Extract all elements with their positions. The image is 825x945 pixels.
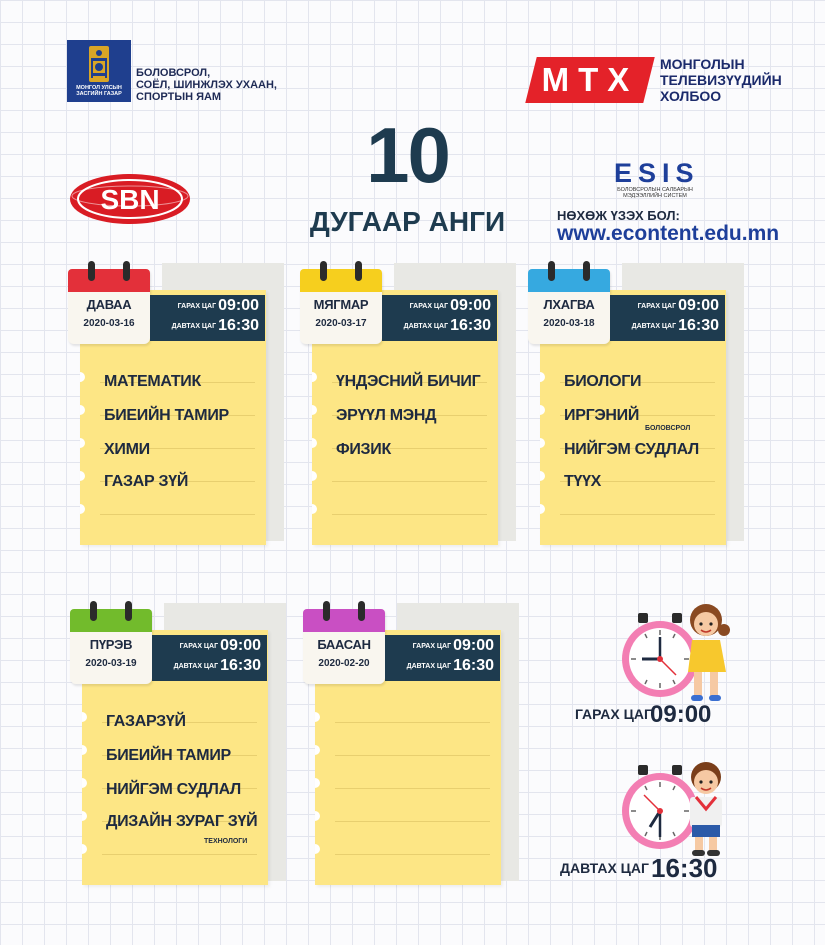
mtx-name-line: ХОЛБОО [660, 88, 722, 104]
legend-leave-time: 09:00 [650, 701, 712, 728]
note-rule-line [335, 788, 490, 789]
perforation-hole [540, 405, 545, 415]
girl-illustration [680, 600, 732, 705]
rerun-time: 16:30 [453, 657, 494, 674]
perforation-hole [312, 504, 317, 514]
day-name: БААСАН [317, 637, 371, 652]
binder-ring-icon [355, 261, 362, 281]
rerun-label: ДАВТАХ ЦАГ [173, 662, 219, 670]
leave-time: 09:00 [218, 297, 259, 314]
note-rule-line [335, 821, 490, 822]
rerun-label: ДАВТАХ ЦАГ [171, 322, 217, 330]
day-header [68, 269, 150, 344]
time-box [382, 295, 497, 341]
emblem-caption: МОНГОЛ УЛСЫН ЗАСГИЙН ГАЗАР [76, 85, 122, 97]
note-rule-line [335, 722, 490, 723]
esis-caption: БОЛОВСРОЛЫН САЛБАРЫН МЭДЭЭЛЛИЙН СИСТЕМ [617, 187, 693, 199]
note-rule-line [102, 854, 257, 855]
subject-item: ХИМИ [104, 441, 150, 458]
day-date: 2020-03-17 [315, 318, 367, 329]
day-date: 2020-03-19 [85, 658, 137, 669]
day-name: ЛХАГВА [543, 297, 595, 312]
perforation-hole [82, 712, 87, 722]
leave-time-row [180, 637, 261, 655]
ministry-name-line: БОЛОВСРОЛ, [136, 67, 211, 79]
binder-ring-icon [88, 261, 95, 281]
subject-item: БИОЛОГИ [564, 373, 642, 390]
rerun-label: ДАВТАХ ЦАГ [631, 322, 677, 330]
day-header [70, 609, 152, 684]
note-rule-line [332, 514, 487, 515]
day-header [300, 269, 382, 344]
note-rule-line [332, 481, 487, 482]
day-header [303, 609, 385, 684]
binder-ring-icon [320, 261, 327, 281]
legend-rerun-label: ДАВТАХ ЦАГ [560, 860, 649, 876]
time-box [610, 295, 725, 341]
subject-item: ГАЗАР ЗҮЙ [104, 473, 189, 490]
esis-logo-text: ESIS [614, 158, 700, 188]
time-box [150, 295, 265, 341]
leave-label: ГАРАХ ЦАГ [179, 642, 219, 650]
subject-item: БИЕИЙН ТАМИР [104, 407, 229, 424]
rerun-time: 16:30 [218, 317, 259, 334]
leave-label: ГАРАХ ЦАГ [177, 302, 217, 310]
leave-label: ГАРАХ ЦАГ [412, 642, 452, 650]
mtx-logo-text: МТХ [541, 61, 639, 98]
note-rule-line [335, 755, 490, 756]
leave-time-row [410, 297, 491, 315]
subject-item: БИЕИЙН ТАМИР [106, 747, 231, 764]
subject-item: ҮНДЭСНИЙ БИЧИГ [336, 373, 481, 390]
ministry-name [136, 67, 277, 103]
leave-time-row [178, 297, 259, 315]
leave-time-row [638, 297, 719, 315]
perforation-hole [315, 778, 320, 788]
legend-leave-label: ГАРАХ ЦАГ [575, 706, 652, 722]
subject-item: НИЙГЭМ СУДЛАЛ [106, 781, 241, 798]
rerun-time-row [407, 657, 494, 675]
binder-ring-icon [123, 261, 130, 281]
perforation-hole [82, 778, 87, 788]
subject-item: МАТЕМАТИК [104, 373, 201, 390]
mtx-name-line: МОНГОЛЫН [660, 56, 745, 72]
subject-item: ЭРҮҮЛ МЭНД [336, 407, 437, 424]
day-date: 2020-02-20 [318, 658, 370, 669]
binder-ring-icon [323, 601, 330, 621]
perforation-hole [80, 438, 85, 448]
leave-time: 09:00 [453, 637, 494, 654]
perforation-hole [82, 811, 87, 821]
leave-time: 09:00 [220, 637, 261, 654]
subject-note: БОЛОВСРОЛ [645, 425, 691, 432]
visit-label: НӨХӨЖ ҮЗЭХ БОЛ: [557, 208, 680, 223]
ministry-name-line: СПОРТЫН ЯАМ [136, 91, 222, 103]
day-name: МЯГМАР [313, 297, 369, 312]
day-date: 2020-03-16 [83, 318, 135, 329]
leave-label: ГАРАХ ЦАГ [637, 302, 677, 310]
note-rule-line [560, 514, 715, 515]
day-name: ДАВАА [86, 297, 132, 312]
rerun-time-row [172, 317, 259, 335]
perforation-hole [80, 471, 85, 481]
note-rule-line [335, 854, 490, 855]
esis-logo [614, 158, 700, 199]
day-header-color [70, 609, 152, 632]
grade-label: ДУГААР АНГИ [309, 206, 506, 237]
ministry-name-line: СОЁЛ, ШИНЖЛЭХ УХААН, [136, 79, 277, 91]
perforation-hole [80, 372, 85, 382]
leave-label: ГАРАХ ЦАГ [409, 302, 449, 310]
ministry-emblem [67, 40, 131, 102]
subject-item: ГАЗАРЗҮЙ [106, 713, 186, 730]
day-header [528, 269, 610, 344]
rerun-time-row [174, 657, 261, 675]
perforation-hole [540, 504, 545, 514]
perforation-hole [312, 405, 317, 415]
econtent-link[interactable]: www.econtent.edu.mn [557, 222, 780, 245]
sbn-logo-text: SBN [100, 184, 160, 215]
rerun-time: 16:30 [450, 317, 491, 334]
perforation-hole [540, 438, 545, 448]
perforation-hole [315, 712, 320, 722]
mtx-logo [525, 57, 654, 103]
day-header-color [303, 609, 385, 632]
mtx-name [660, 56, 782, 104]
subject-item: ФИЗИК [336, 441, 391, 458]
subject-note: ТЕХНОЛОГИ [204, 838, 248, 845]
day-header-color [68, 269, 150, 292]
leave-time: 09:00 [678, 297, 719, 314]
mtx-name-line: ТЕЛЕВИЗҮҮДИЙН [660, 72, 782, 88]
perforation-hole [312, 438, 317, 448]
perforation-hole [312, 471, 317, 481]
perforation-hole [82, 745, 87, 755]
day-name: ПҮРЭВ [89, 637, 133, 652]
leave-time-row [413, 637, 494, 655]
rerun-time: 16:30 [678, 317, 719, 334]
time-box [385, 635, 500, 681]
rerun-time-row [404, 317, 491, 335]
perforation-hole [82, 844, 87, 854]
binder-ring-icon [125, 601, 132, 621]
perforation-hole [80, 504, 85, 514]
perforation-hole [540, 372, 545, 382]
day-date: 2020-03-18 [543, 318, 595, 329]
perforation-hole [80, 405, 85, 415]
subject-item: НИЙГЭМ СУДЛАЛ [564, 441, 699, 458]
leave-time: 09:00 [450, 297, 491, 314]
legend-rerun-time: 16:30 [651, 853, 718, 883]
binder-ring-icon [548, 261, 555, 281]
binder-ring-icon [583, 261, 590, 281]
subject-item: ДИЗАЙН ЗУРАГ ЗҮЙ [106, 813, 258, 830]
grade-number: 10 [366, 111, 449, 199]
perforation-hole [540, 471, 545, 481]
perforation-hole [312, 372, 317, 382]
soyombo-emblem-icon [87, 46, 111, 82]
subject-item: ТҮҮХ [564, 473, 602, 490]
binder-ring-icon [90, 601, 97, 621]
time-box [152, 635, 267, 681]
subject-item: ИРГЭНИЙ [564, 407, 640, 424]
day-header-color [528, 269, 610, 292]
rerun-label: ДАВТАХ ЦАГ [406, 662, 452, 670]
perforation-hole [315, 745, 320, 755]
perforation-hole [315, 844, 320, 854]
rerun-time-row [632, 317, 719, 335]
perforation-hole [315, 811, 320, 821]
sbn-logo [68, 172, 192, 226]
binder-ring-icon [358, 601, 365, 621]
rerun-label: ДАВТАХ ЦАГ [403, 322, 449, 330]
day-header-color [300, 269, 382, 292]
boy-illustration [680, 757, 732, 857]
note-rule-line [100, 514, 255, 515]
rerun-time: 16:30 [220, 657, 261, 674]
